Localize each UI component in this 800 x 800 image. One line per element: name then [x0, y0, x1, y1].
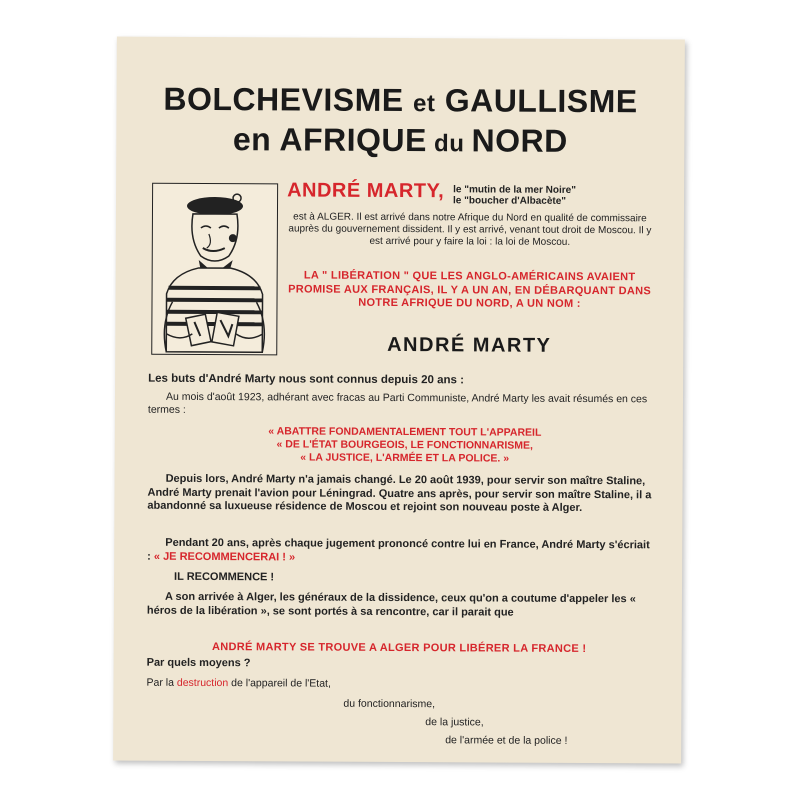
andre-marty-large-name: ANDRÉ MARTY	[387, 333, 552, 357]
main-title-line2: en AFRIQUE du NORD	[232, 121, 568, 159]
buts-heading: Les buts d'André Marty nous sont connus depuis 20 ans :	[148, 372, 464, 387]
main-title-line1: BOLCHEVISME et GAULLISME	[163, 80, 638, 120]
andre-marty-heading: ANDRÉ MARTY,	[287, 179, 445, 203]
quote-line-2: « DE L'ÉTAT BOURGEOIS, LE FONCTIONNARISME,	[276, 438, 534, 452]
quote-line-1: « ABATTRE FONDAMENTALEMENT TOUT L'APPAREIL	[268, 425, 542, 439]
aout-1923-paragraph: Au mois d'août 1923, adhérant avec fracas au Parti Communiste, André Marty les avait résumés en ces termes :	[147, 390, 648, 416]
destruction-word: destruction	[176, 676, 229, 690]
ending-line-4: de l'armée et de la police !	[445, 734, 568, 747]
depuis-lors-paragraph: Depuis lors, André Marty n'a jamais changé. Le 20 août 1939, pour servir son maître Staline, André Marty prenait l'avion pour Léningrad. Quatre ans après, pour servir son maître Staline, il a abandonné sa luxueuse résidence de Moscou et rejoint son nouveau poste à Alger.	[147, 472, 652, 514]
ending-line-1: Par la destruction de l'appareil de l'Etat,	[146, 676, 331, 690]
epithets	[453, 184, 576, 207]
par-quels-moyens: Par quels moyens ?	[146, 656, 251, 670]
caricature-illustration	[151, 183, 278, 356]
pendant-20-ans-paragraph: Pendant 20 ans, après chaque jugement prononcé contre lui en France, André Marty s'écriait : « JE RECOMMENCERAI ! »	[147, 536, 650, 563]
liberer-la-france-line: ANDRÉ MARTY SE TROUVE A ALGER POUR LIBÉRER LA FRANCE !	[212, 641, 587, 655]
epithet-boucher: le "boucher d'Albacète"	[453, 195, 567, 207]
ending-line-2: du fonctionnarisme,	[343, 697, 436, 711]
leaflet-page	[113, 37, 685, 764]
il-recommence: IL RECOMMENCE !	[174, 570, 275, 584]
caricature-drawing-icon	[152, 184, 277, 355]
quote-block	[175, 425, 635, 466]
intro-paragraph: est à ALGER. Il est arrivé dans notre Afrique du Nord en qualité de commissaire auprès du gouvernement dissident. Il y est arrivé, venant tout droit de Moscou. Il y est arrivé pour y faire la loi : la loi de Moscou.	[288, 211, 652, 248]
liberation-paragraph: LA " LIBÉRATION " QUE LES ANGLO-AMÉRICAINS AVAIENT PROMISE AUX FRANÇAIS, IL Y A UN AN, EN DÉBARQUANT DANS NOTRE AFRIQUE DU NORD, A UN NOM :	[288, 269, 652, 310]
epithet-mutin: le "mutin de la mer Noire"	[453, 184, 576, 196]
recommencerai-quote: « JE RECOMMENCERAI ! »	[153, 550, 296, 563]
ending-line-3: de la justice,	[425, 716, 484, 729]
quote-line-3: « LA JUSTICE, L'ARMÉE ET LA POLICE. »	[300, 451, 510, 465]
arrivee-alger-paragraph: A son arrivée à Alger, les généraux de la dissidence, ceux qu'on a coutume d'appeler les « héros de la libération », se sont portés à sa rencontre, car il parait que	[146, 590, 636, 619]
